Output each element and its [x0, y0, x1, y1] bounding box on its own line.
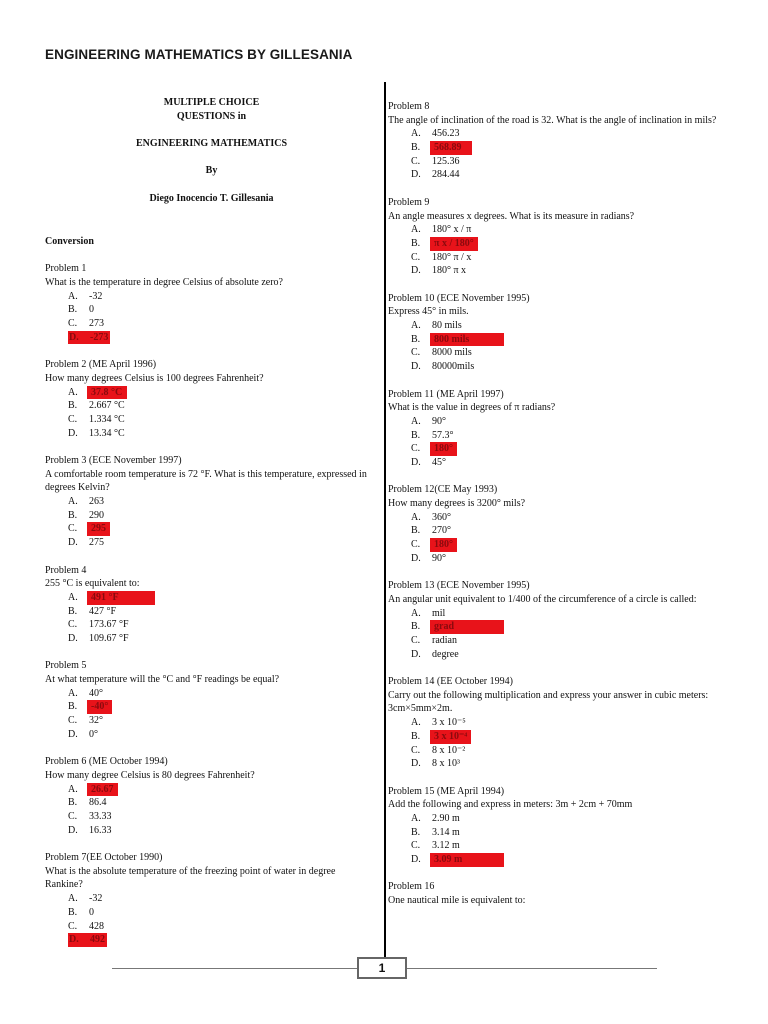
choice-d — [388, 168, 733, 182]
choice-letter: B. — [411, 730, 421, 742]
choice-text: 273 — [89, 318, 104, 330]
problem-15 — [388, 785, 733, 867]
choice-text: 80000mils — [432, 361, 475, 373]
choice-text: 32° — [89, 715, 103, 727]
problem-question: What is the absolute temperature of the freezing point of water in degree Rankine? — [45, 865, 336, 891]
choice-letter: C. — [411, 744, 421, 756]
problem-1 — [45, 262, 375, 344]
choice-b-answer — [388, 620, 733, 634]
page-number-box — [357, 957, 407, 979]
choice-b — [45, 399, 375, 413]
problem-question: Carry out the following multiplication and express your answer in cubic meters: 3cm×5mm×2m. — [388, 689, 709, 715]
choice-a — [388, 319, 733, 333]
choice-letter: D. — [411, 648, 421, 660]
page-number: 1 — [378, 961, 386, 975]
choice-text: 284.44 — [432, 169, 460, 181]
choice-d-answer — [45, 331, 375, 345]
choice-a-answer — [45, 386, 375, 400]
choice-text: 1.334 °C — [89, 413, 125, 425]
choice-d-answer — [388, 853, 733, 867]
problem-question: What is the temperature in degree Celsius of absolute zero? — [45, 276, 283, 288]
problem-question: Add the following and express in meters: 3m + 2cm + 70mm — [388, 799, 633, 811]
choice-letter: B. — [411, 621, 421, 633]
choice-letter: A. — [68, 687, 78, 699]
problem-11 — [388, 388, 733, 470]
problem-question: How many degrees is 3200° mils? — [388, 498, 526, 510]
choice-text: 0 — [89, 304, 94, 316]
choice-b — [388, 826, 733, 840]
choice-letter: A. — [68, 893, 78, 905]
choice-text: 290 — [89, 509, 104, 521]
choice-text: 180° π x — [432, 265, 467, 277]
choice-text: 180° — [430, 538, 457, 552]
choice-letter: C. — [68, 920, 78, 932]
choice-letter: D. — [68, 427, 78, 439]
choice-letter: B. — [68, 797, 78, 809]
choice-letter: D. — [411, 758, 421, 770]
problem-12 — [388, 483, 733, 565]
problem-title: Problem 8 — [388, 101, 430, 112]
choice-letter: B. — [68, 304, 78, 316]
left-column — [45, 96, 375, 961]
choice-text: 0° — [89, 728, 98, 740]
choice-letter: B. — [68, 701, 78, 713]
choice-a — [45, 290, 375, 304]
choice-text: radian — [432, 635, 457, 646]
choice-text: 427 °F — [89, 605, 117, 617]
choice-text: 80 mils — [432, 320, 462, 332]
problem-title: Problem 7(EE October 1990) — [45, 852, 163, 864]
choice-text: 26.67 — [87, 783, 118, 797]
choice-b-answer — [45, 700, 375, 714]
choice-letter: D. — [68, 824, 78, 836]
choice-text: 492 — [90, 934, 105, 946]
problem-14 — [388, 675, 733, 771]
choice-letter: B. — [68, 605, 78, 617]
choice-c — [45, 810, 375, 824]
choice-letter: D. — [68, 632, 78, 644]
choice-letter: A. — [68, 386, 78, 398]
problem-question: One nautical mile is equivalent to: — [388, 895, 526, 907]
choice-letter: A. — [68, 591, 78, 603]
page-header: ENGINEERING MATHEMATICS BY GILLESANIA — [45, 47, 353, 62]
problem-10 — [388, 292, 733, 374]
choice-b — [45, 605, 375, 619]
choice-text: 263 — [89, 496, 104, 508]
choice-c — [388, 346, 733, 360]
choice-text: 3.12 m — [432, 840, 460, 852]
choice-text: 40° — [89, 687, 103, 699]
choice-c — [388, 634, 733, 648]
choice-b — [45, 509, 375, 523]
choice-text: 428 — [89, 920, 104, 932]
choice-letter: A. — [411, 128, 421, 140]
choice-c-answer — [45, 522, 375, 536]
choice-letter: A. — [68, 496, 78, 508]
choice-b-answer — [388, 237, 733, 251]
choice-text: 3 x 10⁻⁴ — [430, 730, 471, 744]
choice-b — [45, 906, 375, 920]
choice-letter: D. — [411, 265, 421, 277]
choice-d — [45, 824, 375, 838]
choice-text: 173.67 °F — [89, 619, 129, 631]
choice-letter: D. — [411, 457, 421, 468]
choice-text: 275 — [89, 537, 104, 549]
choice-letter: A. — [68, 290, 78, 302]
choice-letter: A. — [411, 320, 421, 332]
choice-letter: C. — [68, 810, 78, 822]
choice-text: 800 mils — [430, 333, 504, 347]
choice-d — [388, 552, 733, 566]
problem-title: Problem 3 (ECE November 1997) — [45, 454, 182, 466]
problem-title: Problem 5 — [45, 660, 87, 672]
choice-letter: D. — [68, 537, 78, 549]
choice-text: -32 — [89, 290, 103, 302]
choice-c-answer — [388, 442, 733, 456]
problem-6 — [45, 755, 375, 837]
problem-question: At what temperature will the °C and °F readings be equal? — [45, 674, 280, 686]
choice-b — [45, 303, 375, 317]
choice-letter: C. — [68, 715, 78, 727]
problem-title: Problem 11 (ME April 1997) — [388, 388, 504, 400]
choice-text: grad — [430, 620, 504, 634]
choice-c-answer — [388, 538, 733, 552]
choice-c — [45, 618, 375, 632]
problem-13 — [388, 579, 733, 661]
choice-text: 90° — [432, 552, 446, 564]
choice-text: 45° — [432, 457, 446, 468]
choice-c — [388, 839, 733, 853]
choice-b — [45, 796, 375, 810]
problem-question: An angle measures x degrees. What is its measure in radians? — [388, 210, 635, 222]
problem-title: Problem 6 (ME October 1994) — [45, 756, 168, 768]
problem-question: What is the value in degrees of π radians? — [388, 402, 556, 414]
choice-text: 0 — [89, 906, 94, 918]
choice-letter: A. — [68, 783, 78, 795]
title-block — [45, 96, 378, 206]
choice-a — [45, 892, 375, 906]
choice-text: 456.23 — [432, 128, 460, 140]
choice-b — [388, 524, 733, 538]
choice-text: 2.90 m — [432, 813, 460, 825]
choice-a — [388, 415, 733, 429]
column-divider — [384, 82, 386, 962]
choice-text: 180° x / π — [432, 224, 472, 236]
choice-letter: B. — [411, 429, 421, 441]
choice-text: 3 x 10⁻⁵ — [432, 717, 466, 729]
choice-a-answer — [45, 591, 375, 605]
problem-title: Problem 13 (ECE November 1995) — [388, 580, 530, 592]
choice-d — [388, 360, 733, 374]
choice-d — [45, 536, 375, 550]
choice-text: 8000 mils — [432, 347, 472, 359]
choice-letter: D. — [68, 728, 78, 740]
choice-a — [388, 716, 733, 730]
choice-text: 109.67 °F — [89, 632, 129, 644]
choice-text: 2.667 °C — [89, 400, 125, 412]
choice-letter: B. — [411, 237, 421, 249]
choice-d — [45, 632, 375, 646]
problem-4 — [45, 564, 375, 646]
choice-text: -32 — [89, 893, 103, 905]
problem-question: 255 °C is equivalent to: — [45, 578, 140, 590]
choice-d — [388, 264, 733, 278]
choice-c — [388, 251, 733, 265]
choice-letter: D. — [68, 331, 90, 345]
problem-title: Problem 1 — [45, 263, 87, 275]
problem-title: Problem 10 (ECE November 1995) — [388, 292, 530, 304]
choice-letter: C. — [411, 635, 421, 646]
choice-text: 180° π / x — [432, 251, 472, 263]
choice-d — [45, 427, 375, 441]
title-line-2: QUESTIONS in — [176, 110, 247, 122]
choice-text: 125.36 — [432, 155, 460, 167]
choice-a — [388, 223, 733, 237]
title-line-3: ENGINEERING MATHEMATICS — [135, 138, 288, 150]
problem-question: An angular unit equivalent to 1/400 of the circumference of a circle is called: — [388, 593, 697, 605]
problem-title: Problem 12(CE May 1993) — [388, 484, 498, 496]
choice-a — [388, 127, 733, 141]
choice-text: 3.14 m — [432, 826, 460, 838]
problem-9 — [388, 196, 733, 278]
choice-text: -273 — [90, 331, 109, 343]
choice-letter: D. — [68, 933, 90, 947]
choice-letter: C. — [68, 413, 78, 425]
choice-text: 8 x 10³ — [432, 758, 460, 770]
choice-text: 180° — [430, 442, 457, 456]
choice-letter: C. — [68, 619, 78, 631]
author-line: Diego Inocencio T. Gillesania — [149, 192, 274, 204]
choice-text: 33.33 — [89, 810, 112, 822]
choice-letter: C. — [411, 251, 421, 263]
choice-c — [45, 413, 375, 427]
choice-letter: C. — [411, 347, 421, 359]
choice-text: π x / 180° — [430, 237, 478, 251]
choice-text: 86.4 — [89, 797, 107, 809]
problem-2 — [45, 358, 375, 440]
problem-question: Express 45° in mils. — [388, 306, 469, 318]
choice-letter: A. — [411, 415, 421, 427]
choice-text: 270° — [432, 525, 451, 537]
choice-c — [45, 317, 375, 331]
choice-text: 3.09 m — [430, 853, 504, 867]
choice-d — [388, 456, 733, 470]
choice-text: degree — [432, 648, 459, 660]
choice-text: 568.89 — [430, 141, 472, 155]
choice-d — [388, 757, 733, 771]
problem-8 — [388, 100, 733, 182]
choice-d-answer — [45, 933, 375, 947]
choice-letter: D. — [411, 552, 421, 564]
problem-5 — [45, 659, 375, 741]
section-heading: Conversion — [45, 235, 94, 247]
problem-title: Problem 9 — [388, 196, 430, 208]
problem-7 — [45, 851, 375, 947]
problem-16 — [388, 880, 733, 907]
title-line-4: By — [205, 165, 218, 177]
choice-letter: B. — [68, 509, 78, 521]
choice-text: 360° — [432, 511, 451, 523]
choice-letter: C. — [411, 840, 421, 852]
choice-text: 57.3° — [432, 429, 454, 441]
choice-letter: A. — [411, 511, 421, 523]
choice-a — [45, 495, 375, 509]
choice-b-answer — [388, 730, 733, 744]
choice-a — [388, 511, 733, 525]
choice-d — [388, 648, 733, 662]
problem-title: Problem 2 (ME April 1996) — [45, 359, 157, 371]
problem-question: How many degree Celsius is 80 degrees Fahrenheit? — [45, 769, 255, 781]
choice-letter: D. — [411, 361, 421, 373]
choice-a — [45, 687, 375, 701]
choice-a-answer — [45, 783, 375, 797]
choice-text: 13.34 °C — [89, 427, 125, 439]
choice-text: 37.8 °C — [87, 386, 127, 400]
problem-3 — [45, 454, 375, 550]
choice-text: 8 x 10⁻² — [432, 744, 466, 756]
choice-letter: C. — [68, 523, 78, 535]
choice-c — [45, 714, 375, 728]
problem-title: Problem 14 (EE October 1994) — [388, 676, 513, 688]
choice-c — [388, 155, 733, 169]
choice-letter: C. — [411, 155, 421, 167]
choice-letter: B. — [411, 142, 421, 154]
choice-text: 295 — [87, 522, 110, 536]
choice-b-answer — [388, 333, 733, 347]
choice-letter: B. — [411, 525, 421, 537]
choice-letter: A. — [411, 813, 421, 825]
choice-letter: B. — [68, 906, 78, 918]
choice-b — [388, 429, 733, 443]
choice-text: 491 °F — [87, 591, 155, 605]
choice-letter: B. — [68, 400, 78, 412]
choice-letter: D. — [411, 854, 421, 866]
problem-question: A comfortable room temperature is 72 °F. What is this temperature, expressed in degrees Kelvin? — [45, 468, 367, 494]
choice-letter: D. — [411, 169, 421, 181]
choice-letter: C. — [411, 443, 421, 455]
choice-letter: A. — [411, 224, 421, 236]
choice-letter: C. — [411, 539, 421, 551]
choice-c — [45, 920, 375, 934]
choice-letter: A. — [411, 717, 421, 729]
problem-question: The angle of inclination of the road is 32. What is the angle of inclination in mils? — [388, 114, 717, 126]
choice-d — [45, 728, 375, 742]
choice-a — [388, 607, 733, 621]
choice-letter: B. — [411, 826, 421, 838]
choice-letter: B. — [411, 333, 421, 345]
choice-text: 90° — [432, 415, 446, 427]
problem-title: Problem 16 — [388, 881, 435, 893]
choice-letter: A. — [411, 607, 421, 619]
choice-a — [388, 812, 733, 826]
right-column — [388, 100, 733, 922]
choice-c — [388, 744, 733, 758]
choice-b-answer — [388, 141, 733, 155]
choice-text: 16.33 — [89, 824, 112, 836]
problem-title: Problem 4 — [45, 564, 87, 576]
choice-text: mil — [432, 607, 446, 619]
problem-question: How many degrees Celsius is 100 degrees Fahrenheit? — [45, 372, 264, 384]
choice-text: -40° — [87, 700, 112, 714]
title-line-1: MULTIPLE CHOICE — [163, 97, 260, 108]
choice-letter: C. — [68, 318, 78, 330]
problem-title: Problem 15 (ME April 1994) — [388, 785, 505, 797]
